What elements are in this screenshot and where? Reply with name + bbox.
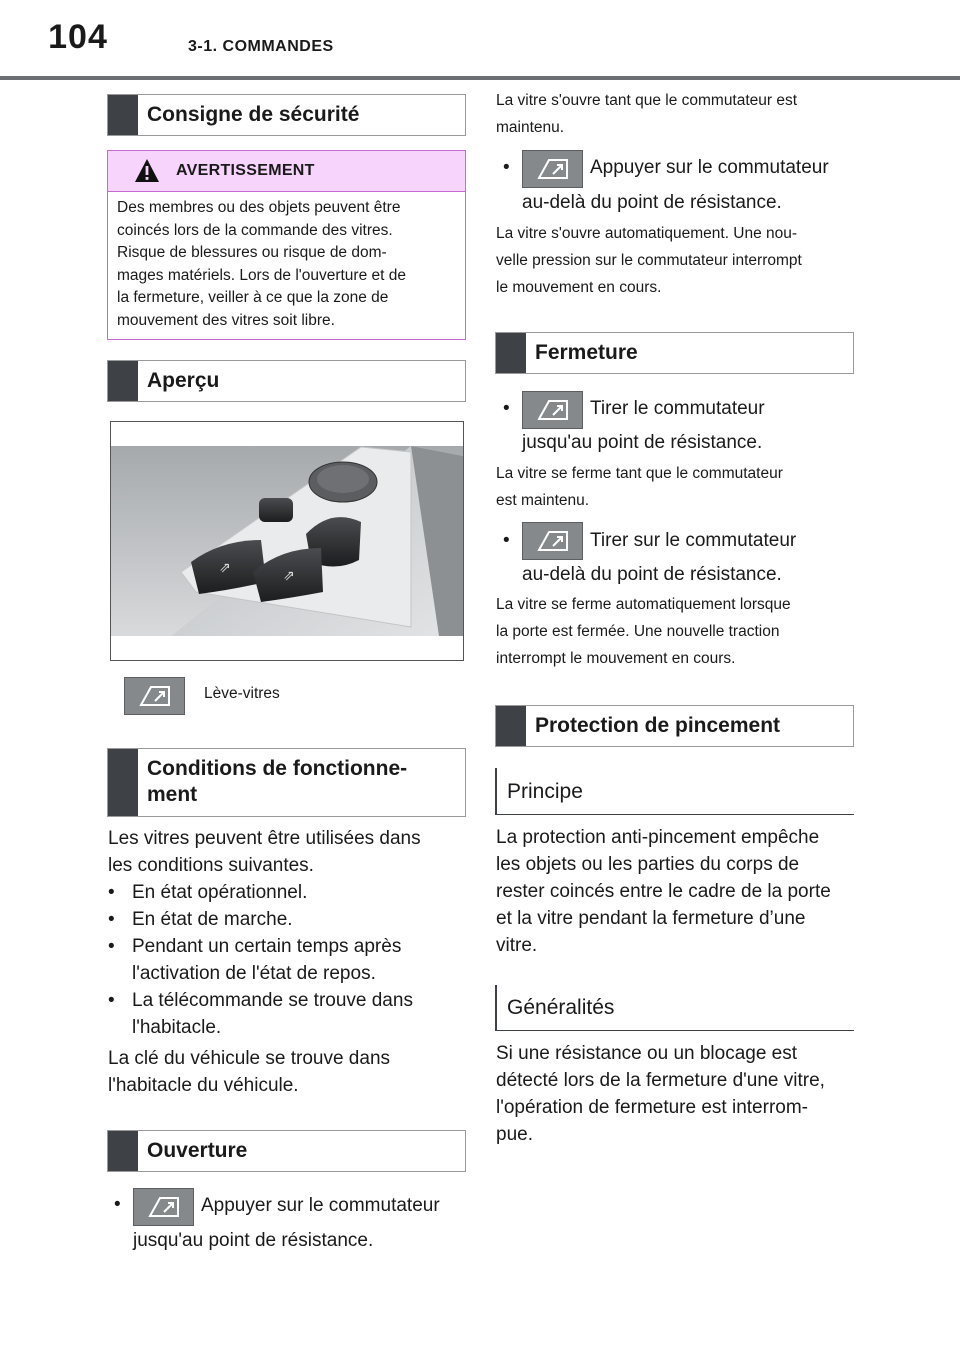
list-item-text: En état opérationnel. [132, 882, 308, 903]
text-line: velle pression sur le commutateur interrompt [496, 252, 802, 269]
list-item [108, 906, 468, 933]
step-text: au-delà du point de résistance. [522, 192, 782, 213]
heading-label: Fermeture [535, 341, 638, 364]
step-text: Appuyer sur le commutateur [201, 1195, 440, 1216]
list-item-text [132, 933, 401, 987]
closing-step2-note [496, 591, 856, 672]
window-switch-icon [522, 391, 583, 429]
list-item-line: l'activation de l'état de repos. [132, 963, 376, 984]
closing-step1-note [496, 460, 856, 514]
text-line: La clé du véhicule se trouve dans [108, 1048, 391, 1069]
warning-title: AVERTISSEMENT [176, 162, 315, 179]
bullet: • [503, 398, 510, 419]
list-item [108, 879, 468, 906]
text-line: les objets ou les parties du corps de [496, 854, 800, 875]
general-text [496, 1040, 866, 1148]
step-text: Appuyer sur le commutateur [590, 157, 829, 178]
text-line: le mouvement en cours. [496, 279, 662, 296]
window-switch-icon [522, 522, 583, 560]
warning-header [108, 151, 465, 192]
step-text: Tirer le commutateur [590, 398, 765, 419]
heading-label: Conditions de fonctionne- ment [147, 757, 408, 806]
heading-bar [496, 706, 526, 746]
section-heading-safety [107, 94, 466, 136]
text-line: Si une résistance ou un blocage est [496, 1043, 798, 1064]
conditions-text [108, 825, 468, 1099]
bullet: • [503, 157, 510, 178]
section-heading-conditions [107, 748, 466, 817]
text-line: rester coincés entre le cadre de la porte [496, 881, 831, 902]
heading-label: Ouverture [147, 1139, 248, 1162]
list-item-line: l'habitacle. [132, 1017, 222, 1038]
text-line: La vitre se ferme tant que le commutateur [496, 465, 783, 482]
section-heading-pinch-protection [495, 705, 854, 747]
heading-bar [108, 95, 138, 135]
window-switch-icon [124, 677, 185, 715]
step-text: jusqu'au point de résistance. [133, 1230, 374, 1251]
heading-bar [496, 333, 526, 373]
window-switch-icon-glyph [137, 683, 173, 709]
text-line: les conditions suivantes. [108, 855, 314, 876]
svg-text:⇗: ⇗ [219, 560, 231, 576]
warning-line: mages matériels. Lors de l'ouverture et de [117, 266, 406, 284]
text-line: maintenu. [496, 119, 565, 136]
subheading-label: Généralités [507, 996, 615, 1019]
warning-line: coincés lors de la commande des vitres. [117, 221, 393, 239]
step-text: jusqu'au point de résistance. [522, 432, 763, 453]
list-item [108, 987, 468, 1041]
warning-line: Risque de blessures ou risque de dom- [117, 244, 387, 261]
list-item-text [132, 987, 413, 1041]
subheading-label: Principe [507, 780, 583, 803]
window-switch-icon-glyph [535, 156, 571, 182]
window-switch-icon-glyph [535, 397, 571, 423]
warning-line: Des membres ou des objets peuvent être [117, 199, 401, 216]
heading-label: Aperçu [147, 369, 220, 392]
opening-step2-note [496, 220, 856, 301]
subheading-general [495, 985, 854, 1031]
section-heading-overview [107, 360, 466, 402]
warning-box [107, 150, 466, 340]
text-line: Les vitres peuvent être utilisées dans [108, 828, 421, 849]
principle-text [496, 824, 866, 959]
text-line: l'habitacle du véhicule. [108, 1075, 299, 1096]
section-heading-opening [107, 1130, 466, 1172]
window-switch-icon-glyph [535, 528, 571, 554]
text-line: la porte est fermée. Une nouvelle traction [496, 623, 780, 640]
switch-panel-illustration [111, 422, 463, 660]
list-item-line: La télécommande se trouve dans [132, 990, 413, 1011]
bullet: • [108, 990, 115, 1011]
text-line: détecté lors de la fermeture d'une vitre, [496, 1070, 825, 1091]
text-line: La vitre se ferme automatiquement lorsque [496, 596, 791, 613]
bullet: • [108, 936, 115, 957]
heading-bar [108, 749, 138, 816]
text-line: est maintenu. [496, 492, 590, 509]
bullet: • [108, 882, 115, 903]
window-switch-icon [133, 1188, 194, 1226]
warning-text [117, 197, 462, 332]
list-item [108, 933, 468, 987]
heading-bar [108, 1131, 138, 1171]
svg-text:⇗: ⇗ [283, 568, 295, 584]
chapter-title: 3-1. COMMANDES [188, 38, 334, 55]
step-text: Tirer sur le commutateur [590, 530, 797, 551]
bullet: • [108, 909, 115, 930]
opening-step1-note [496, 87, 856, 141]
text-line: vitre. [496, 935, 538, 956]
text-line: l'opération de fermeture est interrom- [496, 1097, 808, 1118]
list-item-line: Pendant un certain temps après [132, 936, 402, 957]
switch-legend-label: Lève-vitres [204, 685, 280, 702]
text-line: pue. [496, 1124, 533, 1145]
window-switch-icon-glyph [146, 1194, 182, 1220]
text-line: La vitre s'ouvre tant que le commutateur est [496, 92, 798, 109]
text-line: et la vitre pendant la fermeture d’une [496, 908, 806, 929]
heading-label: Protection de pincement [535, 714, 781, 737]
text-line: interrompt le mouvement en cours. [496, 650, 736, 667]
step-text: au-delà du point de résistance. [522, 564, 782, 585]
heading-label: Consigne de sécurité [147, 103, 360, 126]
bullet: • [114, 1194, 121, 1215]
page-number: 104 [48, 17, 108, 56]
subheading-principle [495, 768, 854, 815]
heading-bar [108, 361, 138, 401]
window-switch-icon [522, 150, 583, 188]
warning-line: mouvement des vitres soit libre. [117, 311, 335, 329]
header-rule [0, 76, 960, 80]
section-heading-closing [495, 332, 854, 374]
text-line: La vitre s'ouvre automatiquement. Une nou- [496, 225, 798, 242]
warning-triangle-icon [134, 158, 160, 184]
bullet: • [503, 530, 510, 551]
text-line: La protection anti-pincement empêche [496, 827, 820, 848]
window-switch-photo [110, 421, 464, 661]
warning-line: la fermeture, veiller à ce que la zone de [117, 289, 389, 306]
list-item-text: En état de marche. [132, 909, 293, 930]
